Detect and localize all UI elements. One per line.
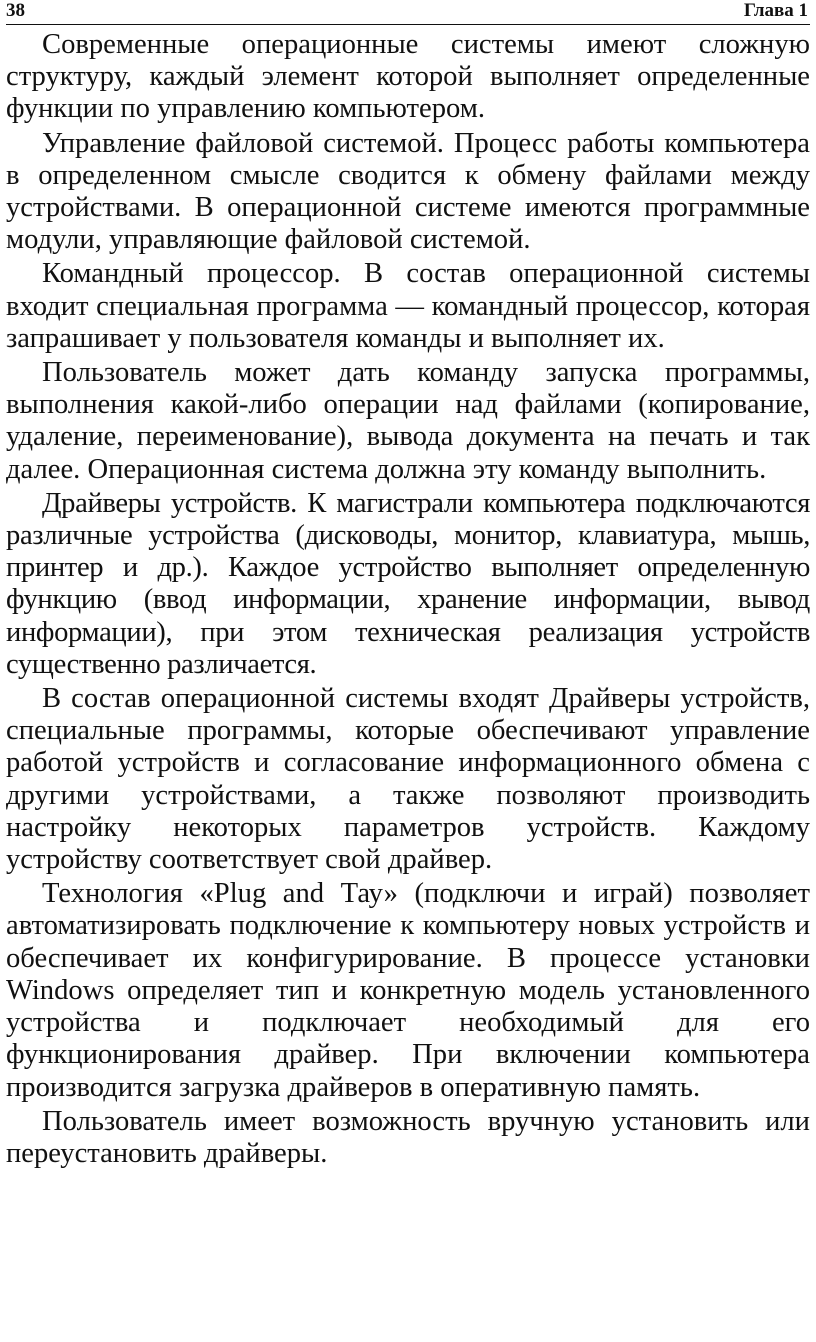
chapter-title: Глава 1 xyxy=(743,0,808,21)
page-number: 38 xyxy=(6,0,25,21)
paragraph-device-drivers: Драйверы устройств. К магистрали компьютера подключаются различные устройства (дисководы, монитор, клавиатура, мышь, принтер и др.). Каждое устройство выполняет определенную функцию (ввод информации, хранение информации, вывод информации), при этом техническая реализация устройств существенно различается. xyxy=(6,487,810,680)
paragraph-file-system: Управление файловой системой. Процесс работы компьютера в определенном смысле сводится к обмену файлами между устройствами. В операционной системе имеются программные модули, управляющие файловой системой. xyxy=(6,127,810,256)
body-text xyxy=(6,25,810,1170)
paragraph-intro: Современные операционные системы имеют сложную структуру, каждый элемент которой выполняет определенные функции по управлению компьютером. xyxy=(6,29,810,125)
paragraph-manual-install: Пользователь имеет возможность вручную установить или переустановить драйверы. xyxy=(6,1105,810,1169)
running-header xyxy=(6,0,810,25)
book-page xyxy=(6,0,810,1172)
paragraph-plug-and-play: Технология «Plug and Тау» (подключи и играй) позволяет автоматизировать подключение к компьютеру новых устройств и обеспечивает их конфигурирование. В процессе установки Windows определяет тип и конкретную модель установленного устройства и подключает необходимый для его функционирования драйвер. При включении компьютера производится загрузка драйверов в оперативную память. xyxy=(6,878,810,1103)
paragraph-drivers-in-os: В состав операционной системы входят Драйверы устройств, специальные программы, которые обеспечивают управление работой устройств и согласование информационного обмена с другими устройствами, а также позволяют производить настройку некоторых параметров устройств. Каждому устройству соответствует свой драйвер. xyxy=(6,683,810,876)
paragraph-user-commands: Пользователь может дать команду запуска программы, выполнения какой-либо операции над файлами (копирование, удаление, переименование), вывода документа на печать и так далее. Операционная система должна эту команду выполнить. xyxy=(6,357,810,485)
paragraph-command-processor: Командный процессор. В состав операционной системы входит специальная программа — командный процессор, которая запрашивает у пользователя команды и выполняет их. xyxy=(6,258,810,354)
